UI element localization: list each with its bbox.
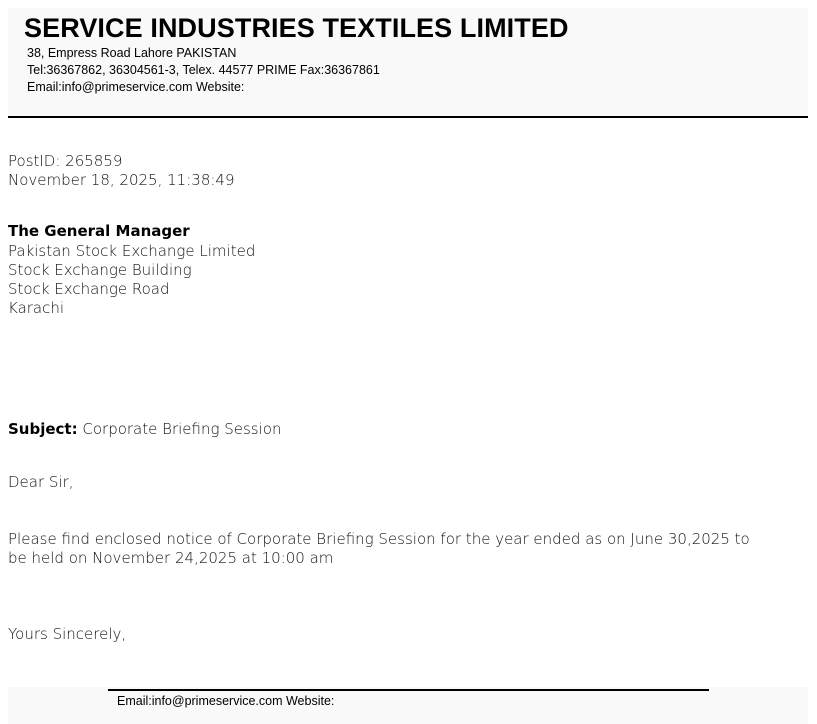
recipient-line: Karachi [8,299,65,317]
footer-divider [108,689,709,691]
subject-label: Subject: [8,420,78,438]
recipient-line: Stock Exchange Road [8,280,170,298]
company-address: 38, Empress Road Lahore PAKISTAN [27,46,237,60]
body-paragraph-line: Please find enclosed notice of Corporate Briefing Session for the year ended as on June 30,2025 to [8,530,750,548]
letterhead [8,8,808,118]
salutation: Dear Sir, [8,473,74,491]
subject-line [8,420,281,439]
recipient-title: The General Manager [8,222,190,240]
closing: Yours Sincerely, [8,625,127,643]
subject-text: Corporate Briefing Session [77,420,282,438]
body-paragraph-line: be held on November 24,2025 at 10:00 am [8,549,334,567]
post-datetime: November 18, 2025, 11:38:49 [8,171,235,189]
company-name: SERVICE INDUSTRIES TEXTILES LIMITED [24,13,569,43]
company-email-website: Email:info@primeservice.com Website: [27,80,245,94]
post-id: PostID: 265859 [8,152,123,170]
footer [8,687,808,724]
recipient-line: Stock Exchange Building [8,261,192,279]
footer-email-website: Email:info@primeservice.com Website: [117,694,335,708]
company-phone-fax: Tel:36367862, 36304561-3, Telex. 44577 PRIME Fax:36367861 [27,63,380,77]
recipient-line: Pakistan Stock Exchange Limited [8,242,256,260]
